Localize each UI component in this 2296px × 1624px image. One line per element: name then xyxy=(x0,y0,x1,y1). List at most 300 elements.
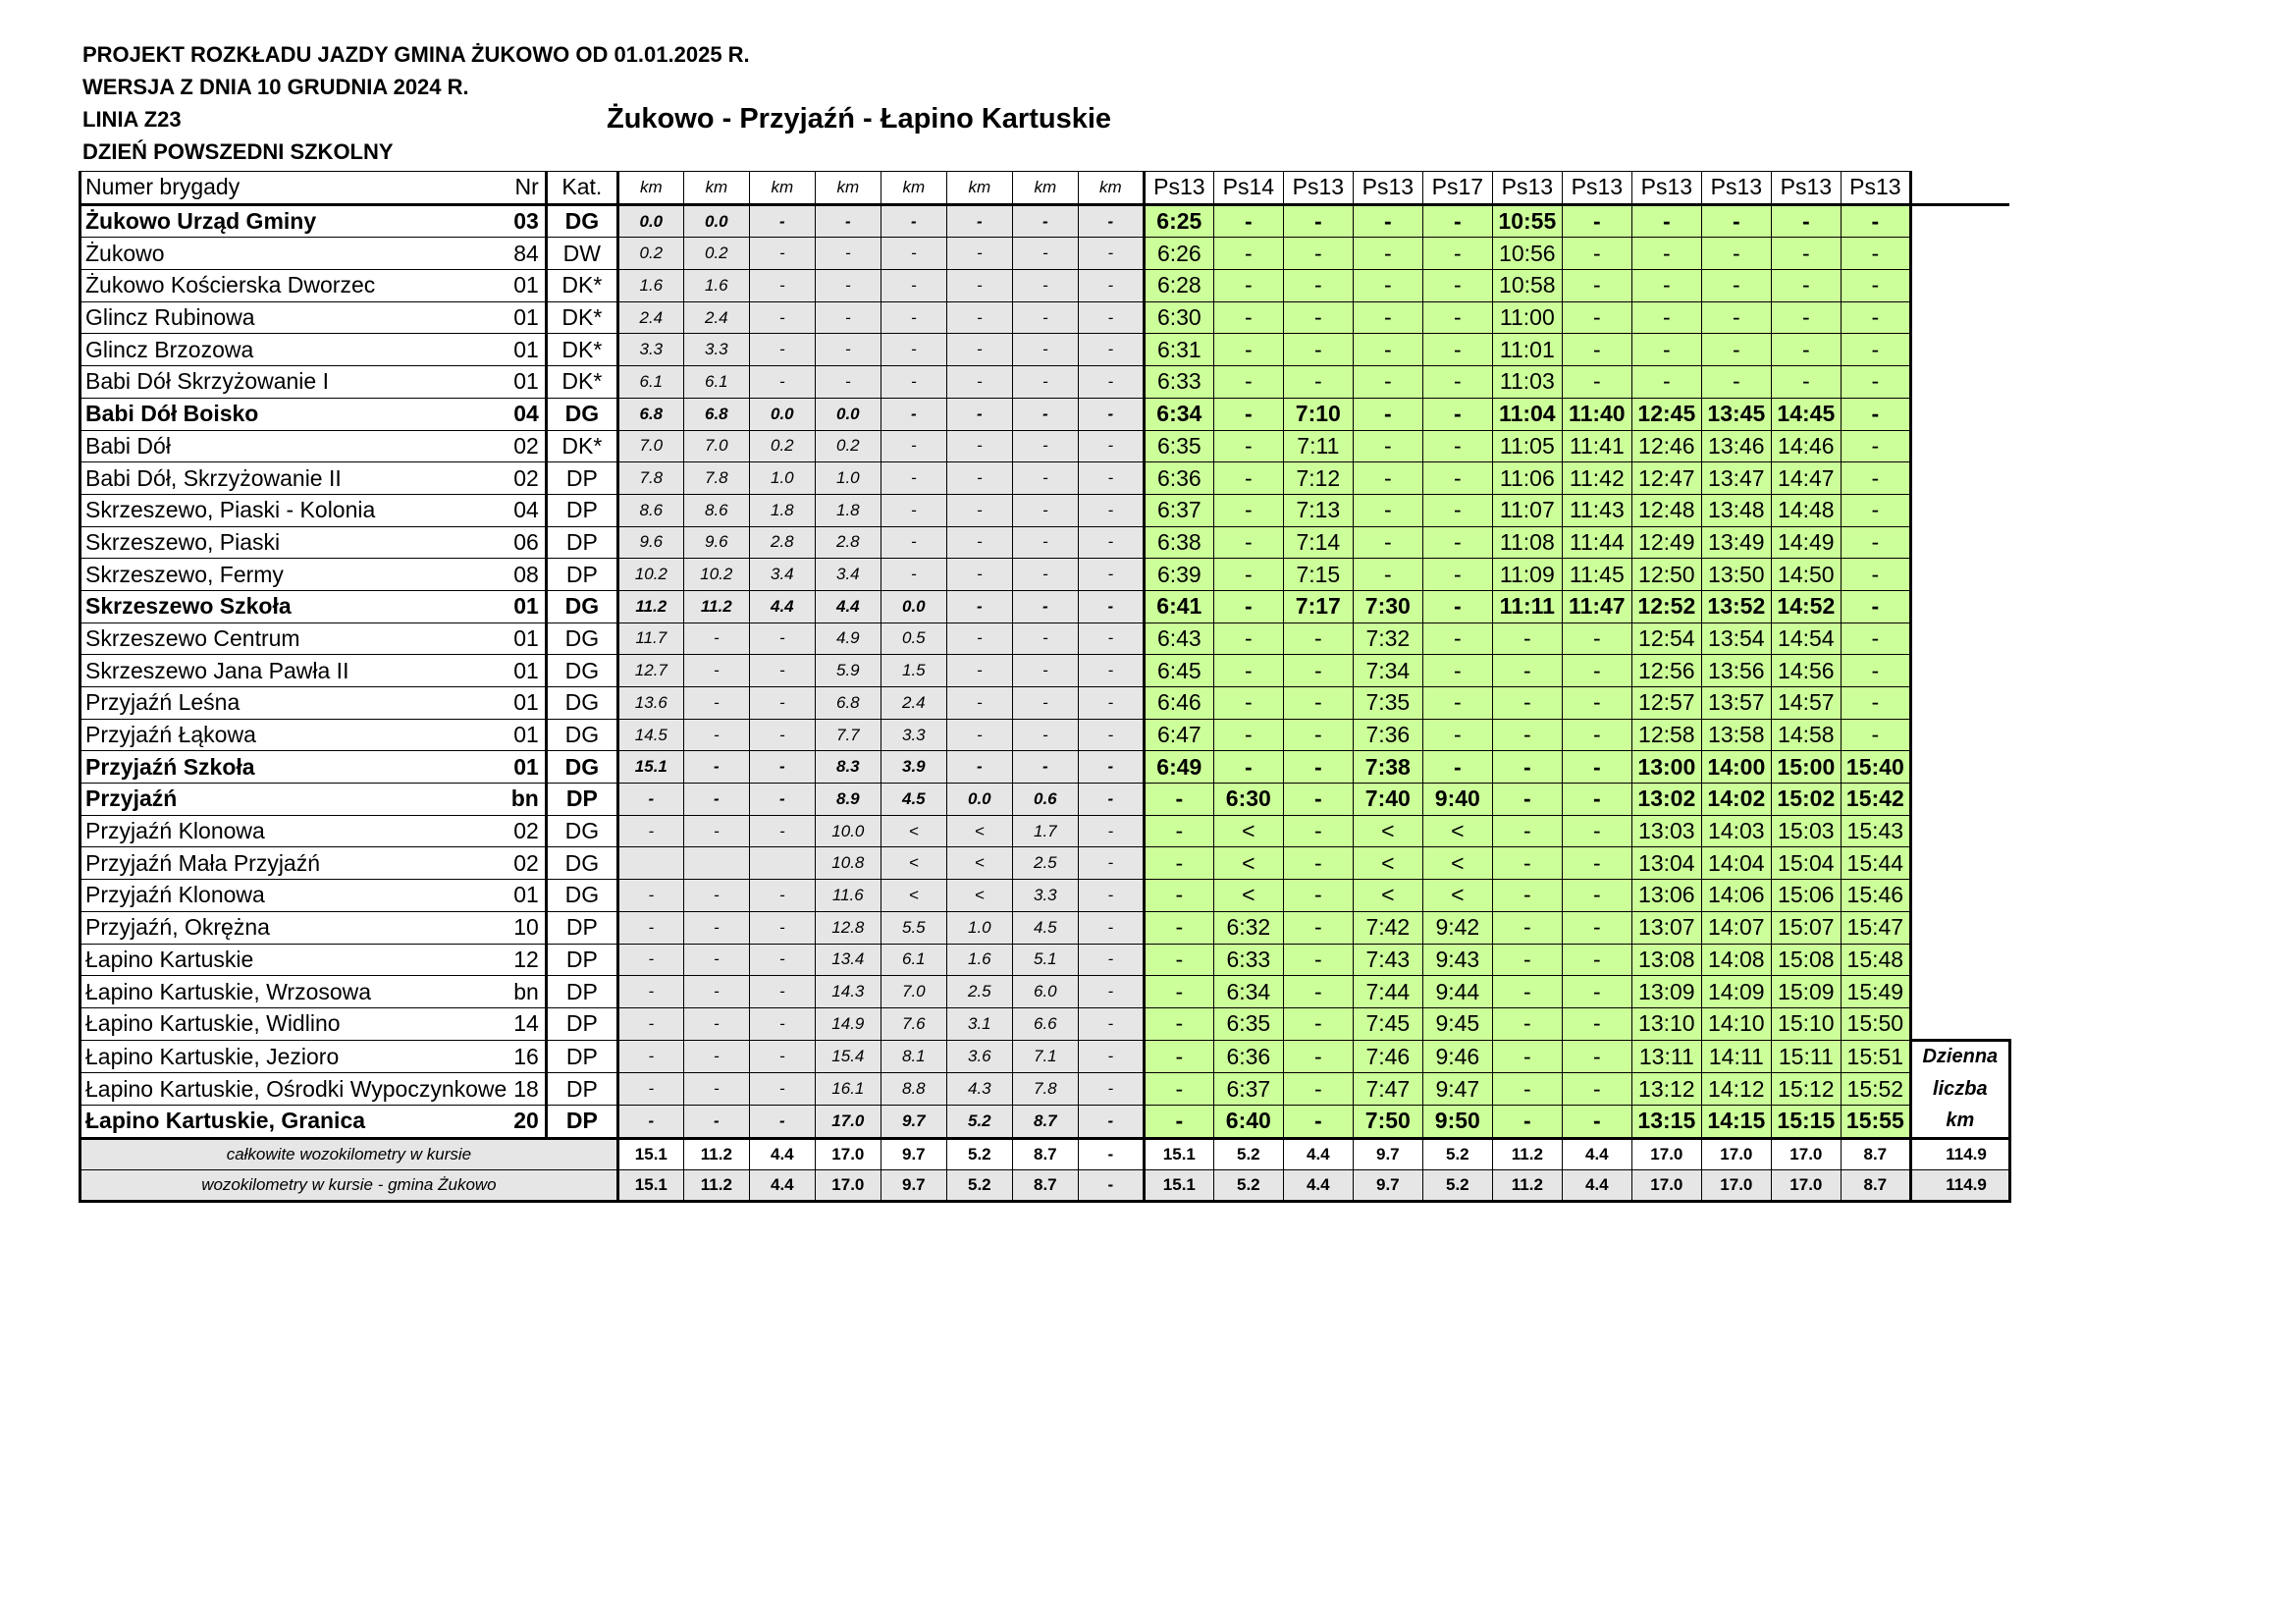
km-value: 8.7 xyxy=(1012,1105,1078,1138)
km-value: 6.6 xyxy=(1012,1007,1078,1040)
departure-time: 11:47 xyxy=(1562,590,1631,623)
departure-time: - xyxy=(1562,1041,1631,1073)
km-value: - xyxy=(1012,590,1078,623)
table-row xyxy=(80,204,2010,238)
summary-trip-km: 17.0 xyxy=(1631,1169,1701,1201)
km-value xyxy=(683,847,749,880)
departure-time: 14:54 xyxy=(1771,623,1841,655)
empty-cell xyxy=(1910,334,2009,366)
col-header-brigade: Ps13 xyxy=(1283,172,1353,205)
km-value: 0.2 xyxy=(683,238,749,270)
km-value: 8.8 xyxy=(881,1073,946,1106)
departure-time: - xyxy=(1841,238,1910,270)
departure-time: 15:06 xyxy=(1771,880,1841,912)
departure-time: 11:42 xyxy=(1562,462,1631,495)
stop-nr: 84 xyxy=(507,238,546,270)
departure-time: - xyxy=(1353,334,1422,366)
stop-nr: bn xyxy=(507,784,546,816)
header-line-number: LINIA Z23 xyxy=(82,107,182,132)
departure-time: - xyxy=(1144,944,1213,976)
summary-trip-km: 4.4 xyxy=(1283,1169,1353,1201)
km-value: - xyxy=(617,1105,683,1138)
stop-category: DP xyxy=(546,911,617,944)
km-value: - xyxy=(881,526,946,559)
empty-cell xyxy=(1910,687,2009,720)
departure-time: 13:12 xyxy=(1631,1073,1701,1106)
departure-time: 6:32 xyxy=(1213,911,1283,944)
departure-time: 11:04 xyxy=(1492,398,1562,430)
departure-time: - xyxy=(1283,880,1353,912)
col-header-brigade: Ps14 xyxy=(1213,172,1283,205)
stop-nr: 16 xyxy=(507,1041,546,1073)
km-value: - xyxy=(1078,1105,1144,1138)
km-value: - xyxy=(749,719,815,751)
km-value: 3.4 xyxy=(749,559,815,591)
empty-cell xyxy=(1910,204,2009,238)
km-value: 9.6 xyxy=(683,526,749,559)
departure-time: 7:32 xyxy=(1353,623,1422,655)
km-value: - xyxy=(683,944,749,976)
departure-time: - xyxy=(1213,559,1283,591)
departure-time: - xyxy=(1213,430,1283,462)
empty-cell xyxy=(1910,815,2009,847)
departure-time: 15:43 xyxy=(1841,815,1910,847)
empty-cell xyxy=(1910,911,2009,944)
departure-time: - xyxy=(1771,270,1841,302)
table-row xyxy=(80,784,2010,816)
departure-time: - xyxy=(1492,719,1562,751)
departure-time: < xyxy=(1422,847,1492,880)
departure-time: 15:11 xyxy=(1771,1041,1841,1073)
departure-time: 14:58 xyxy=(1771,719,1841,751)
departure-time: - xyxy=(1701,334,1771,366)
departure-time: < xyxy=(1213,847,1283,880)
km-value: 12.7 xyxy=(617,655,683,687)
summary-trip-km: 8.7 xyxy=(1841,1138,1910,1169)
km-value: - xyxy=(749,687,815,720)
header-row xyxy=(80,172,2010,205)
departure-time: - xyxy=(1353,559,1422,591)
km-value: 2.4 xyxy=(881,687,946,720)
km-value: 6.1 xyxy=(617,366,683,399)
departure-time: 7:36 xyxy=(1353,719,1422,751)
km-value: - xyxy=(617,1073,683,1106)
stop-nr: 04 xyxy=(507,494,546,526)
departure-time: 11:43 xyxy=(1562,494,1631,526)
km-value: - xyxy=(946,494,1012,526)
timetable xyxy=(79,171,2011,1203)
stop-name: Skrzeszewo Centrum xyxy=(80,623,507,655)
departure-time: 13:52 xyxy=(1701,590,1771,623)
departure-time: 11:44 xyxy=(1562,526,1631,559)
departure-time: 6:47 xyxy=(1144,719,1213,751)
departure-time: - xyxy=(1283,366,1353,399)
stop-name: Przyjaźń Szkoła xyxy=(80,751,507,784)
km-value: - xyxy=(1078,204,1144,238)
departure-time: - xyxy=(1422,590,1492,623)
departure-time: - xyxy=(1562,847,1631,880)
departure-time: - xyxy=(1701,366,1771,399)
departure-time: - xyxy=(1422,623,1492,655)
km-value: 10.0 xyxy=(815,815,881,847)
stop-category: DK* xyxy=(546,301,617,334)
stop-name: Babi Dół Skrzyżowanie I xyxy=(80,366,507,399)
km-value: - xyxy=(815,334,881,366)
stop-nr: 01 xyxy=(507,880,546,912)
summary-km: - xyxy=(1078,1138,1144,1169)
departure-time: - xyxy=(1353,398,1422,430)
stop-category: DG xyxy=(546,719,617,751)
summary-km: 17.0 xyxy=(815,1138,881,1169)
departure-time: - xyxy=(1841,430,1910,462)
departure-time: - xyxy=(1144,1105,1213,1138)
summary-km: 17.0 xyxy=(815,1169,881,1201)
departure-time: - xyxy=(1771,204,1841,238)
departure-time: 15:50 xyxy=(1841,1007,1910,1040)
departure-time: - xyxy=(1422,687,1492,720)
departure-time: - xyxy=(1283,334,1353,366)
table-row xyxy=(80,1041,2010,1073)
departure-time: < xyxy=(1422,815,1492,847)
km-value: 4.3 xyxy=(946,1073,1012,1106)
km-value: 2.8 xyxy=(749,526,815,559)
departure-time: 13:45 xyxy=(1701,398,1771,430)
departure-time: < xyxy=(1353,847,1422,880)
departure-time: - xyxy=(1283,623,1353,655)
km-value: - xyxy=(749,623,815,655)
km-value: 10.2 xyxy=(683,559,749,591)
km-value: 8.9 xyxy=(815,784,881,816)
departure-time: - xyxy=(1213,334,1283,366)
departure-time: 11:07 xyxy=(1492,494,1562,526)
km-value: 7.8 xyxy=(617,462,683,495)
departure-time: - xyxy=(1562,623,1631,655)
stop-name: Przyjaźń, Okrężna xyxy=(80,911,507,944)
km-value: - xyxy=(749,784,815,816)
stop-name: Łapino Kartuskie, Wrzosowa xyxy=(80,976,507,1008)
km-value: - xyxy=(881,430,946,462)
departure-time: 7:38 xyxy=(1353,751,1422,784)
km-value: 1.8 xyxy=(749,494,815,526)
departure-time: - xyxy=(1283,1007,1353,1040)
departure-time: 13:57 xyxy=(1701,687,1771,720)
departure-time: - xyxy=(1631,301,1701,334)
empty-cell xyxy=(1910,270,2009,302)
table-row xyxy=(80,880,2010,912)
km-value: - xyxy=(1078,623,1144,655)
summary-km: 4.4 xyxy=(749,1138,815,1169)
stop-nr: bn xyxy=(507,976,546,1008)
departure-time: - xyxy=(1353,270,1422,302)
col-header-km: km xyxy=(1078,172,1144,205)
km-value: 8.6 xyxy=(683,494,749,526)
stop-category: DP xyxy=(546,1007,617,1040)
empty-cell xyxy=(1910,1007,2009,1040)
km-value: - xyxy=(881,559,946,591)
departure-time: - xyxy=(1701,204,1771,238)
departure-time: 12:49 xyxy=(1631,526,1701,559)
departure-time: 13:54 xyxy=(1701,623,1771,655)
stop-nr: 18 xyxy=(507,1073,546,1106)
stop-name: Przyjaźń Leśna xyxy=(80,687,507,720)
km-value: - xyxy=(749,334,815,366)
departure-time: - xyxy=(1631,366,1701,399)
stop-name: Babi Dół xyxy=(80,430,507,462)
km-value: - xyxy=(1078,398,1144,430)
km-value: 5.5 xyxy=(881,911,946,944)
km-value: 9.7 xyxy=(881,1105,946,1138)
km-value: 5.1 xyxy=(1012,944,1078,976)
departure-time: 12:46 xyxy=(1631,430,1701,462)
km-value: 6.0 xyxy=(1012,976,1078,1008)
summary-trip-km: 4.4 xyxy=(1562,1169,1631,1201)
departure-time: - xyxy=(1562,238,1631,270)
departure-time: 14:04 xyxy=(1701,847,1771,880)
departure-time: - xyxy=(1771,238,1841,270)
departure-time: - xyxy=(1562,270,1631,302)
departure-time: 15:42 xyxy=(1841,784,1910,816)
departure-time: 14:47 xyxy=(1771,462,1841,495)
km-value: - xyxy=(683,719,749,751)
stop-category: DP xyxy=(546,976,617,1008)
departure-time: - xyxy=(1213,270,1283,302)
km-value: - xyxy=(749,366,815,399)
km-value: 2.4 xyxy=(683,301,749,334)
km-value: 16.1 xyxy=(815,1073,881,1106)
departure-time: 14:45 xyxy=(1771,398,1841,430)
km-value: 11.2 xyxy=(683,590,749,623)
km-value: - xyxy=(1012,301,1078,334)
header-title-line: PROJEKT ROZKŁADU JAZDY GMINA ŻUKOWO OD 01.01.2025 R. xyxy=(82,42,750,67)
summary-km: 15.1 xyxy=(617,1138,683,1169)
summary-km: - xyxy=(1078,1169,1144,1201)
departure-time: - xyxy=(1492,976,1562,1008)
departure-time: - xyxy=(1283,270,1353,302)
departure-time: 7:34 xyxy=(1353,655,1422,687)
departure-time: 9:44 xyxy=(1422,976,1492,1008)
departure-time: - xyxy=(1841,462,1910,495)
km-value: 4.5 xyxy=(1012,911,1078,944)
departure-time: 13:03 xyxy=(1631,815,1701,847)
summary-total: 114.9 xyxy=(1910,1169,2009,1201)
col-header-km: km xyxy=(1012,172,1078,205)
km-value: 2.8 xyxy=(815,526,881,559)
km-value: 0.2 xyxy=(815,430,881,462)
km-value: - xyxy=(1078,815,1144,847)
empty-cell xyxy=(1910,880,2009,912)
stop-category: DK* xyxy=(546,366,617,399)
departure-time: 15:03 xyxy=(1771,815,1841,847)
table-row xyxy=(80,751,2010,784)
km-value: - xyxy=(683,751,749,784)
col-header-brigade: Ps17 xyxy=(1422,172,1492,205)
col-header-brigade: Ps13 xyxy=(1353,172,1422,205)
km-value: - xyxy=(1012,238,1078,270)
km-value: - xyxy=(881,301,946,334)
km-value: - xyxy=(946,559,1012,591)
stop-name: Łapino Kartuskie, Granica xyxy=(80,1105,507,1138)
stop-name: Łapino Kartuskie, Ośrodki Wypoczynkowe xyxy=(80,1073,507,1106)
km-value: 1.0 xyxy=(946,911,1012,944)
km-value: - xyxy=(1078,976,1144,1008)
stop-category: DG xyxy=(546,880,617,912)
departure-time: 15:08 xyxy=(1771,944,1841,976)
km-value: - xyxy=(1012,462,1078,495)
km-value: - xyxy=(1078,719,1144,751)
stop-nr: 10 xyxy=(507,911,546,944)
km-value: 11.7 xyxy=(617,623,683,655)
departure-time: 15:52 xyxy=(1841,1073,1910,1106)
departure-time: 15:44 xyxy=(1841,847,1910,880)
departure-time: - xyxy=(1841,494,1910,526)
departure-time: - xyxy=(1144,784,1213,816)
departure-time: - xyxy=(1562,366,1631,399)
departure-time: 10:56 xyxy=(1492,238,1562,270)
summary-trip-km: 4.4 xyxy=(1562,1138,1631,1169)
km-value: - xyxy=(683,1041,749,1073)
summary-trip-km: 17.0 xyxy=(1631,1138,1701,1169)
departure-time: 13:10 xyxy=(1631,1007,1701,1040)
km-value: - xyxy=(749,301,815,334)
summary-km: 8.7 xyxy=(1012,1169,1078,1201)
stop-name: Przyjaźń xyxy=(80,784,507,816)
departure-time: 14:03 xyxy=(1701,815,1771,847)
departure-time: - xyxy=(1562,1073,1631,1106)
stop-name: Babi Dół, Skrzyżowanie II xyxy=(80,462,507,495)
departure-time: 6:36 xyxy=(1213,1041,1283,1073)
stop-category: DK* xyxy=(546,430,617,462)
departure-time: 14:06 xyxy=(1701,880,1771,912)
km-value: 2.5 xyxy=(946,976,1012,1008)
departure-time: - xyxy=(1144,1041,1213,1073)
km-value: - xyxy=(749,1073,815,1106)
departure-time: - xyxy=(1283,751,1353,784)
col-header-brigade: Ps13 xyxy=(1562,172,1631,205)
empty-cell xyxy=(1910,623,2009,655)
departure-time: 15:49 xyxy=(1841,976,1910,1008)
stop-category: DG xyxy=(546,687,617,720)
km-value: 12.8 xyxy=(815,911,881,944)
summary-trip-km: 17.0 xyxy=(1771,1169,1841,1201)
km-value: 4.9 xyxy=(815,623,881,655)
km-value: - xyxy=(1012,494,1078,526)
empty-cell xyxy=(1910,719,2009,751)
departure-time: 7:11 xyxy=(1283,430,1353,462)
departure-time: - xyxy=(1213,494,1283,526)
departure-time: - xyxy=(1422,238,1492,270)
km-value: - xyxy=(1078,462,1144,495)
km-value: - xyxy=(1078,526,1144,559)
km-value: - xyxy=(749,944,815,976)
departure-time: - xyxy=(1562,204,1631,238)
departure-time: - xyxy=(1562,1007,1631,1040)
departure-time: - xyxy=(1492,847,1562,880)
km-value: 8.3 xyxy=(815,751,881,784)
stop-nr: 01 xyxy=(507,590,546,623)
stop-nr: 01 xyxy=(507,719,546,751)
departure-time: 15:00 xyxy=(1771,751,1841,784)
departure-time: 6:28 xyxy=(1144,270,1213,302)
departure-time: - xyxy=(1213,366,1283,399)
summary-trip-km: 15.1 xyxy=(1144,1138,1213,1169)
departure-time: 11:06 xyxy=(1492,462,1562,495)
km-value: 7.8 xyxy=(1012,1073,1078,1106)
departure-time: 11:01 xyxy=(1492,334,1562,366)
stop-category: DP xyxy=(546,784,617,816)
departure-time: 7:40 xyxy=(1353,784,1422,816)
km-value: 0.2 xyxy=(749,430,815,462)
departure-time: - xyxy=(1283,911,1353,944)
km-value: - xyxy=(749,815,815,847)
km-value: 4.4 xyxy=(815,590,881,623)
km-value: - xyxy=(1012,623,1078,655)
departure-time: 14:56 xyxy=(1771,655,1841,687)
departure-time: 15:04 xyxy=(1771,847,1841,880)
departure-time: - xyxy=(1841,719,1910,751)
col-header-km: km xyxy=(815,172,881,205)
departure-time: - xyxy=(1492,880,1562,912)
departure-time: - xyxy=(1283,719,1353,751)
departure-time: - xyxy=(1422,462,1492,495)
departure-time: - xyxy=(1841,526,1910,559)
km-value: 7.8 xyxy=(683,462,749,495)
empty-cell xyxy=(1910,526,2009,559)
km-value: - xyxy=(1078,847,1144,880)
departure-time: - xyxy=(1841,334,1910,366)
departure-time: - xyxy=(1213,655,1283,687)
departure-time: 12:52 xyxy=(1631,590,1701,623)
km-value: 7.1 xyxy=(1012,1041,1078,1073)
km-value: 1.6 xyxy=(946,944,1012,976)
stop-name: Skrzeszewo, Piaski xyxy=(80,526,507,559)
km-value: - xyxy=(749,880,815,912)
departure-time: 11:03 xyxy=(1492,366,1562,399)
departure-time: < xyxy=(1353,815,1422,847)
departure-time: - xyxy=(1283,847,1353,880)
departure-time: 13:46 xyxy=(1701,430,1771,462)
km-value: - xyxy=(1012,334,1078,366)
km-value: - xyxy=(617,944,683,976)
km-value: - xyxy=(1078,687,1144,720)
stop-name: Żukowo xyxy=(80,238,507,270)
table-row xyxy=(80,976,2010,1008)
km-value: 6.1 xyxy=(881,944,946,976)
stop-category: DP xyxy=(546,526,617,559)
table-row xyxy=(80,366,2010,399)
departure-time: - xyxy=(1562,301,1631,334)
km-value: - xyxy=(881,462,946,495)
departure-time: - xyxy=(1841,398,1910,430)
departure-time: - xyxy=(1213,751,1283,784)
departure-time: 14:08 xyxy=(1701,944,1771,976)
departure-time: 15:10 xyxy=(1771,1007,1841,1040)
departure-time: 14:11 xyxy=(1701,1041,1771,1073)
stop-nr: 04 xyxy=(507,398,546,430)
stop-category: DP xyxy=(546,462,617,495)
km-value: 14.5 xyxy=(617,719,683,751)
departure-time: - xyxy=(1701,301,1771,334)
km-value: 3.3 xyxy=(683,334,749,366)
km-value: - xyxy=(1078,784,1144,816)
km-value: - xyxy=(946,430,1012,462)
km-value: 0.0 xyxy=(617,204,683,238)
departure-time: < xyxy=(1422,880,1492,912)
departure-time: 13:08 xyxy=(1631,944,1701,976)
departure-time: - xyxy=(1283,1073,1353,1106)
km-value: - xyxy=(946,334,1012,366)
departure-time: 15:02 xyxy=(1771,784,1841,816)
departure-time: - xyxy=(1213,719,1283,751)
